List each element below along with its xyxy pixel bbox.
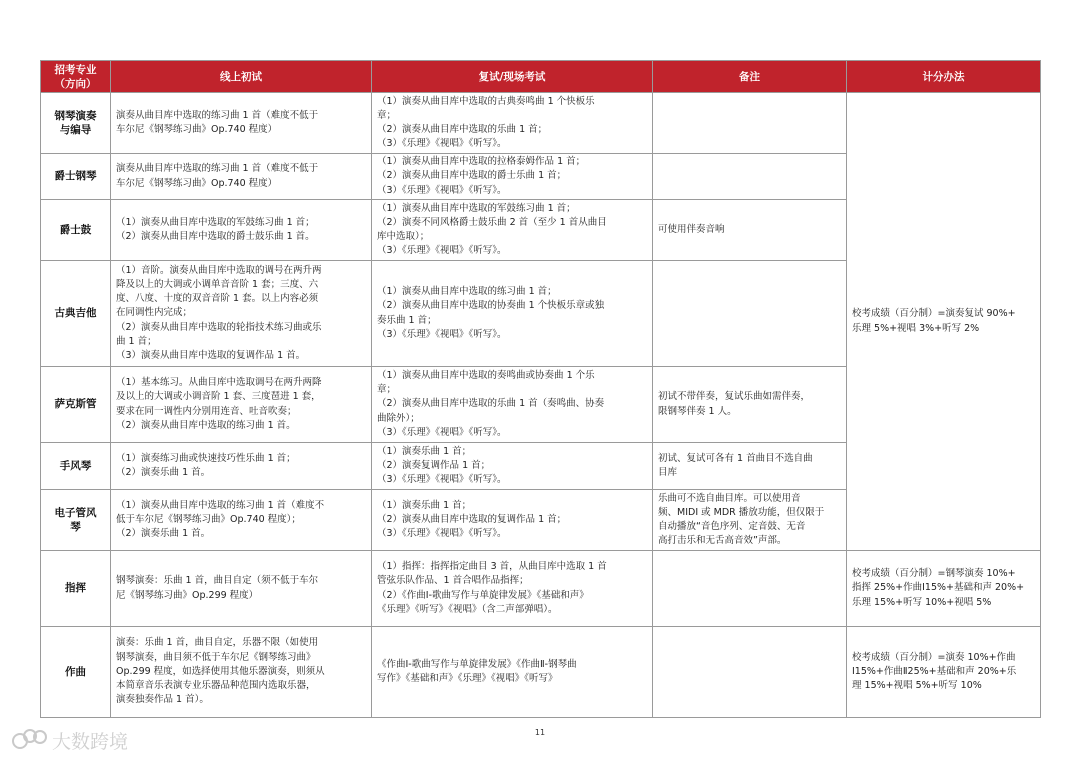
online-test-cell: 演奏从曲目库中选取的练习曲 1 首（难度不低于 车尔尼《钢琴练习曲》Op.740 程度） xyxy=(111,154,372,200)
header-online-test: 线上初试 xyxy=(111,61,372,93)
online-test-cell: （1）演奏从曲目库中选取的练习曲 1 首（难度不 低于车尔尼《钢琴练习曲》Op.740 程度）； （2）演奏乐曲 1 首。 xyxy=(111,490,372,551)
major-cell: 作曲 xyxy=(41,627,111,718)
scoring-cell: 校考成绩（百分制）=钢琴演奏 10%+ 指挥 25%+作曲Ⅰ15%+基础和声 20%+ 乐理 15%+听写 10%+视唱 5% xyxy=(847,551,1041,627)
retest-cell: （1）演奏从曲目库中选取的古典奏鸣曲 1 个快板乐 章； （2）演奏从曲目库中选取的乐曲 1 首； （3）《乐理》《视唱》《听写》。 xyxy=(372,93,653,154)
major-cell: 指挥 xyxy=(41,551,111,627)
table-row xyxy=(41,627,1041,718)
online-test-cell: （1）演奏练习曲或快速技巧性乐曲 1 首； （2）演奏乐曲 1 首。 xyxy=(111,443,372,490)
watermark-logo xyxy=(10,726,145,756)
retest-cell: 《作曲Ⅰ-歌曲写作与单旋律发展》《作曲Ⅱ-钢琴曲 写作》《基础和声》《乐理》《视唱》《听写》 xyxy=(372,627,653,718)
admissions-table xyxy=(40,60,1041,718)
retest-cell: （1）演奏乐曲 1 首； （2）演奏从曲目库中选取的复调作品 1 首； （3）《乐理》《视唱》《听写》。 xyxy=(372,490,653,551)
header-scoring: 计分办法 xyxy=(847,61,1041,93)
note-cell xyxy=(653,154,847,200)
online-test-cell: 演奏：乐曲 1 首，曲目自定，乐器不限（如使用 钢琴演奏，曲目须不低于车尔尼《钢琴练习曲》 Op.299 程度，如选择使用其他乐器演奏，则须从 本简章音乐表演专业乐器品种范围内选取乐器， 演奏独奏作品 1 首）。 xyxy=(111,627,372,718)
table-row xyxy=(41,551,1041,627)
major-cell: 萨克斯管 xyxy=(41,367,111,443)
online-test-cell: 钢琴演奏：乐曲 1 首，曲目自定（须不低于车尔 尼《钢琴练习曲》Op.299 程度） xyxy=(111,551,372,627)
retest-cell: （1）指挥：指挥指定曲目 3 首，从曲目库中选取 1 首 管弦乐队作品、1 首合唱作品指挥； （2）《作曲Ⅰ-歌曲写作与单旋律发展》《基础和声》 《乐理》《听写》《视唱》（含二声部弹唱）。 xyxy=(372,551,653,627)
header-major: 招考专业 （方向） xyxy=(41,61,111,93)
major-cell: 古典吉他 xyxy=(41,261,111,367)
scoring-cell: 校考成绩（百分制）=演奏 10%+作曲 Ⅰ15%+作曲Ⅱ25%+基础和声 20%+乐 理 15%+视唱 5%+听写 10% xyxy=(847,627,1041,718)
note-cell xyxy=(653,551,847,627)
watermark-text: 大数跨境 xyxy=(52,731,129,753)
online-test-cell: （1）音阶。演奏从曲目库中选取的调号在两升两 降及以上的大调或小调单音音阶 1 套；三度、六 度、八度、十度的双音音阶 1 套。以上内容必须 在同调性内完成； （2）演奏从曲目库中选取的轮指技术练习曲或乐 曲 1 首； （3）演奏从曲目库中选取的复调作品 1 首。 xyxy=(111,261,372,367)
note-cell xyxy=(653,261,847,367)
table-row xyxy=(41,93,1041,154)
watermark-icon xyxy=(13,730,46,748)
table-header-row xyxy=(41,61,1041,93)
online-test-cell: （1）演奏从曲目库中选取的军鼓练习曲 1 首； （2）演奏从曲目库中选取的爵士鼓乐曲 1 首。 xyxy=(111,200,372,261)
header-retest: 复试/现场考试 xyxy=(372,61,653,93)
note-cell xyxy=(653,627,847,718)
major-cell: 电子管风 琴 xyxy=(41,490,111,551)
scoring-cell: 校考成绩（百分制）=演奏复试 90%+ 乐理 5%+视唱 3%+听写 2% xyxy=(847,93,1041,551)
note-cell: 可使用伴奏音响 xyxy=(653,200,847,261)
major-cell: 爵士鼓 xyxy=(41,200,111,261)
online-test-cell: （1）基本练习。从曲目库中选取调号在两升两降 及以上的大调或小调音阶 1 套、三度琶进 1 套， 要求在同一调性内分别用连音、吐音吹奏； （2）演奏从曲目库中选取的练习曲 1 首。 xyxy=(111,367,372,443)
retest-cell: （1）演奏从曲目库中选取的军鼓练习曲 1 首； （2）演奏不同风格爵士鼓乐曲 2 首（至少 1 首从曲目 库中选取）； （3）《乐理》《视唱》《听写》。 xyxy=(372,200,653,261)
note-cell: 初试不带伴奏，复试乐曲如需伴奏， 限钢琴伴奏 1 人。 xyxy=(653,367,847,443)
retest-cell: （1）演奏从曲目库中选取的拉格泰姆作品 1 首； （2）演奏从曲目库中选取的爵士乐曲 1 首； （3）《乐理》《视唱》《听写》。 xyxy=(372,154,653,200)
major-cell: 手风琴 xyxy=(41,443,111,490)
major-cell: 钢琴演奏 与编导 xyxy=(41,93,111,154)
major-cell: 爵士钢琴 xyxy=(41,154,111,200)
note-cell xyxy=(653,93,847,154)
online-test-cell: 演奏从曲目库中选取的练习曲 1 首（难度不低于 车尔尼《钢琴练习曲》Op.740 程度） xyxy=(111,93,372,154)
note-cell: 乐曲可不选自曲目库。可以使用音 频、MIDI 或 MDR 播放功能，但仅限于 自动播放“音色序列、定音鼓、无音 高打击乐和无舌高音效”声部。 xyxy=(653,490,847,551)
retest-cell: （1）演奏乐曲 1 首； （2）演奏复调作品 1 首； （3）《乐理》《视唱》《听写》。 xyxy=(372,443,653,490)
retest-cell: （1）演奏从曲目库中选取的奏鸣曲或协奏曲 1 个乐 章； （2）演奏从曲目库中选取的乐曲 1 首（奏鸣曲、协奏 曲除外）； （3）《乐理》《视唱》《听写》。 xyxy=(372,367,653,443)
page-number: 11 xyxy=(534,728,546,737)
note-cell: 初试、复试可各有 1 首曲目不选自曲 目库 xyxy=(653,443,847,490)
retest-cell: （1）演奏从曲目库中选取的练习曲 1 首； （2）演奏从曲目库中选取的协奏曲 1 个快板乐章或独 奏乐曲 1 首； （3）《乐理》《视唱》《听写》。 xyxy=(372,261,653,367)
header-note: 备注 xyxy=(653,61,847,93)
